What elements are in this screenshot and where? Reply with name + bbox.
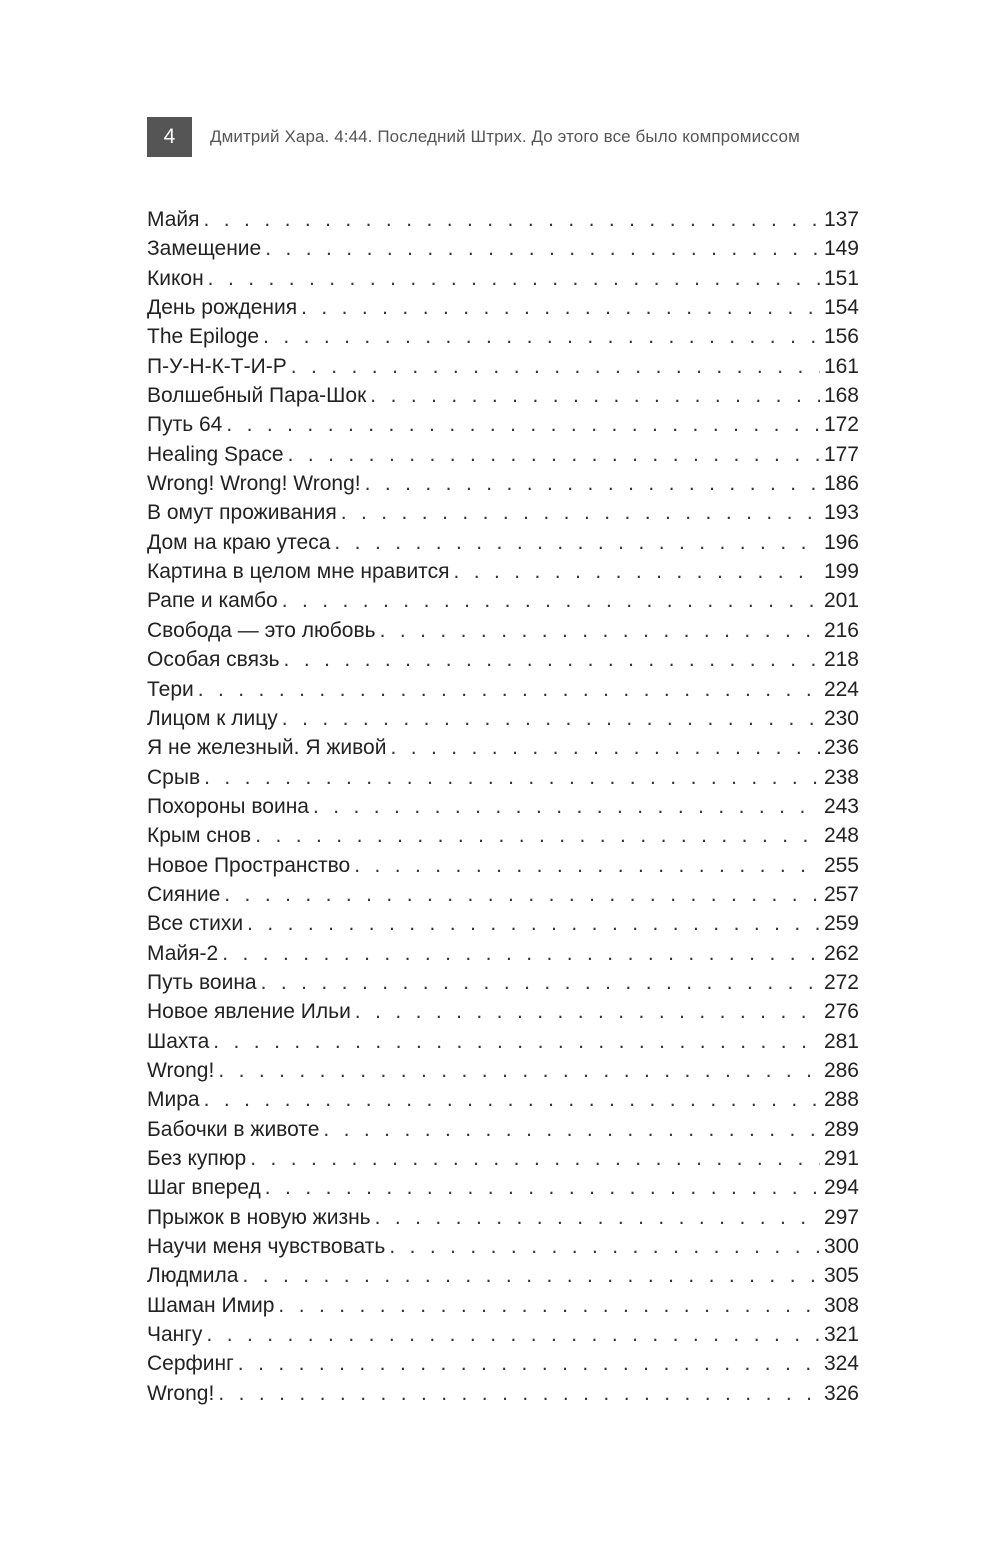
dot-leader xyxy=(278,1291,820,1320)
toc-entry-page: 186 xyxy=(823,472,859,496)
toc-entry[interactable] xyxy=(147,616,859,645)
toc-entry-page: 257 xyxy=(823,882,859,906)
toc-entry-page: 324 xyxy=(823,1352,859,1376)
toc-entry-title: Я не железный. Я живой xyxy=(147,736,387,760)
toc-entry-title: Особая связь xyxy=(147,648,280,672)
toc-entry[interactable] xyxy=(147,1349,859,1378)
toc-entry[interactable] xyxy=(147,1291,859,1320)
toc-entry-title: Крым снов xyxy=(147,824,252,848)
dot-leader xyxy=(224,880,820,909)
toc-entry-page: 156 xyxy=(823,325,859,349)
toc-entry-page: 154 xyxy=(823,296,859,320)
dot-leader xyxy=(261,968,820,997)
toc-entry-page: 321 xyxy=(823,1323,859,1347)
dot-leader xyxy=(288,440,820,469)
toc-entry[interactable] xyxy=(147,293,859,322)
toc-entry-title: Научи меня чувствовать xyxy=(147,1235,386,1259)
toc-entry[interactable] xyxy=(147,586,859,615)
toc-entry[interactable] xyxy=(147,821,859,850)
toc-entry[interactable] xyxy=(147,1027,859,1056)
toc-entry-title: The Epiloge xyxy=(147,325,260,349)
toc-entry-page: 272 xyxy=(823,970,859,994)
toc-entry-title: Wrong! xyxy=(147,1058,215,1082)
toc-entry-title: Сияние xyxy=(147,882,221,906)
toc-entry-page: 218 xyxy=(823,648,859,672)
toc-entry[interactable] xyxy=(147,792,859,821)
toc-entry-page: 168 xyxy=(823,384,859,408)
toc-entry[interactable] xyxy=(147,352,859,381)
toc-entry-title: Свобода — это любовь xyxy=(147,618,376,642)
toc-entry[interactable] xyxy=(147,322,859,351)
toc-entry[interactable] xyxy=(147,851,859,880)
toc-entry[interactable] xyxy=(147,1056,859,1085)
toc-entry-title: Путь воина xyxy=(147,970,257,994)
toc-entry-page: 149 xyxy=(823,237,859,261)
toc-entry-title: Прыжок в новую жизнь xyxy=(147,1205,371,1229)
toc-entry[interactable] xyxy=(147,939,859,968)
toc-entry[interactable] xyxy=(147,1232,859,1261)
dot-leader xyxy=(282,586,820,615)
toc-entry[interactable] xyxy=(147,1379,859,1408)
dot-leader xyxy=(247,909,820,938)
toc-entry-title: Лицом к лицу xyxy=(147,706,278,730)
toc-entry-page: 297 xyxy=(823,1205,859,1229)
toc-entry-title: Healing Space xyxy=(147,442,284,466)
toc-entry-page: 243 xyxy=(823,794,859,818)
running-head: Дмитрий Хара. 4:44. Последний Штрих. До этого все было компромиссом xyxy=(210,127,800,146)
toc-entry-title: Похороны воина xyxy=(147,794,309,818)
toc-entry[interactable] xyxy=(147,1173,859,1202)
toc-entry[interactable] xyxy=(147,880,859,909)
dot-leader xyxy=(354,851,820,880)
toc-entry-page: 255 xyxy=(823,853,859,877)
toc-entry-page: 281 xyxy=(823,1029,859,1053)
dot-leader xyxy=(255,821,820,850)
dot-leader xyxy=(206,1320,820,1349)
toc-entry-title: Новое явление Ильи xyxy=(147,1000,351,1024)
toc-entry-page: 308 xyxy=(823,1293,859,1317)
dot-leader xyxy=(313,792,820,821)
toc-entry-page: 300 xyxy=(823,1235,859,1259)
dot-leader xyxy=(208,264,820,293)
toc-entry-page: 193 xyxy=(823,501,859,525)
toc-entry-title: Волшебный Пара-Шок xyxy=(147,384,367,408)
toc-entry[interactable] xyxy=(147,528,859,557)
toc-entry-page: 151 xyxy=(823,266,859,290)
toc-entry[interactable] xyxy=(147,909,859,938)
toc-entry-page: 326 xyxy=(823,1381,859,1405)
dot-leader xyxy=(204,763,820,792)
toc-entry[interactable] xyxy=(147,381,859,410)
toc-entry-title: Дом на краю утеса xyxy=(147,530,331,554)
dot-leader xyxy=(242,1261,820,1290)
page-header xyxy=(147,117,800,157)
toc-entry-page: 262 xyxy=(823,941,859,965)
toc-entry-title: Мира xyxy=(147,1088,200,1112)
toc-entry[interactable] xyxy=(147,763,859,792)
toc-entry[interactable] xyxy=(147,440,859,469)
toc-entry-title: Бабочки в животе xyxy=(147,1117,320,1141)
toc-entry-title: Путь 64 xyxy=(147,413,223,437)
dot-leader xyxy=(282,704,820,733)
toc-entry[interactable] xyxy=(147,264,859,293)
toc-entry-page: 199 xyxy=(823,560,859,584)
dot-leader xyxy=(213,1027,820,1056)
dot-leader xyxy=(226,410,820,439)
toc-entry-title: Серфинг xyxy=(147,1352,234,1376)
dot-leader xyxy=(265,1173,820,1202)
toc-entry[interactable] xyxy=(147,1085,859,1114)
dot-leader xyxy=(341,498,820,527)
toc-entry-title: Все стихи xyxy=(147,912,244,936)
dot-leader xyxy=(380,616,820,645)
toc-entry-page: 161 xyxy=(823,354,859,378)
toc-entry-page: 294 xyxy=(823,1176,859,1200)
toc-entry[interactable] xyxy=(147,410,859,439)
toc-entry-title: Кикон xyxy=(147,266,204,290)
toc-entry-page: 224 xyxy=(823,677,859,701)
toc-entry-title: Тери xyxy=(147,677,194,701)
toc-entry-title: Новое Пространство xyxy=(147,853,351,877)
toc-entry-page: 248 xyxy=(823,824,859,848)
toc-entry-title: Срыв xyxy=(147,765,201,789)
toc-entry-title: Шаман Имир xyxy=(147,1293,275,1317)
dot-leader xyxy=(301,293,820,322)
dot-leader xyxy=(265,234,820,263)
toc-entry[interactable] xyxy=(147,1320,859,1349)
toc-entry-page: 291 xyxy=(823,1147,859,1170)
dot-leader xyxy=(222,939,820,968)
dot-leader xyxy=(250,1144,820,1173)
toc-entry[interactable] xyxy=(147,645,859,674)
toc-entry-page: 238 xyxy=(823,765,859,789)
toc-entry-page: 196 xyxy=(823,530,859,554)
toc-entry[interactable] xyxy=(147,1115,859,1144)
dot-leader xyxy=(365,469,820,498)
dot-leader xyxy=(263,322,820,351)
toc-entry[interactable] xyxy=(147,968,859,997)
toc-entry-title: Замещение xyxy=(147,237,262,261)
toc-entry[interactable] xyxy=(147,205,859,234)
toc-entry-title: В омут проживания xyxy=(147,501,337,525)
toc-entry[interactable] xyxy=(147,704,859,733)
toc-entry[interactable] xyxy=(147,675,859,704)
toc-entry-page: 230 xyxy=(823,706,859,730)
toc-entry-title: Людмила xyxy=(147,1264,239,1288)
toc-entry-page: 172 xyxy=(823,413,859,437)
dot-leader xyxy=(390,733,820,762)
dot-leader xyxy=(355,997,820,1026)
dot-leader xyxy=(218,1056,820,1085)
toc-entry-title: Wrong! Wrong! Wrong! xyxy=(147,472,361,496)
toc-entry-title: Майя xyxy=(147,208,200,231)
toc-entry-title: Майя-2 xyxy=(147,941,219,965)
toc-entry-title: П-У-Н-К-Т-И-Р xyxy=(147,354,287,378)
toc-entry-page: 259 xyxy=(823,912,859,936)
table-of-contents xyxy=(147,205,859,1408)
dot-leader xyxy=(323,1115,820,1144)
toc-entry[interactable] xyxy=(147,498,859,527)
toc-entry-page: 236 xyxy=(823,736,859,760)
toc-entry[interactable] xyxy=(147,1261,859,1290)
toc-entry-page: 201 xyxy=(823,589,859,613)
toc-entry-page: 289 xyxy=(823,1117,859,1141)
dot-leader xyxy=(453,557,820,586)
toc-entry[interactable] xyxy=(147,1203,859,1232)
toc-entry[interactable] xyxy=(147,1144,859,1173)
toc-entry-title: Чангу xyxy=(147,1323,203,1347)
toc-entry-title: Шахта xyxy=(147,1029,210,1053)
dot-leader xyxy=(389,1232,820,1261)
toc-entry[interactable] xyxy=(147,234,859,263)
toc-entry[interactable] xyxy=(147,733,859,762)
toc-entry-title: Wrong! xyxy=(147,1381,215,1405)
toc-entry-page: 305 xyxy=(823,1264,859,1288)
toc-entry-title: Шаг вперед xyxy=(147,1176,261,1200)
toc-entry-title: Картина в целом мне нравится xyxy=(147,560,450,584)
toc-entry[interactable] xyxy=(147,469,859,498)
toc-entry-page: 177 xyxy=(823,442,859,466)
toc-entry-page: 286 xyxy=(823,1058,859,1082)
dot-leader xyxy=(375,1203,820,1232)
toc-entry-title: Рапе и камбо xyxy=(147,589,278,613)
dot-leader xyxy=(204,205,820,234)
dot-leader xyxy=(291,352,820,381)
toc-entry-page: 276 xyxy=(823,1000,859,1024)
dot-leader xyxy=(204,1085,820,1114)
toc-entry-title: Без купюр xyxy=(147,1147,247,1170)
dot-leader xyxy=(370,381,820,410)
toc-entry-page: 288 xyxy=(823,1088,859,1112)
dot-leader xyxy=(284,645,820,674)
dot-leader xyxy=(334,528,820,557)
dot-leader xyxy=(218,1379,820,1408)
toc-entry[interactable] xyxy=(147,557,859,586)
toc-entry-page: 137 xyxy=(823,208,859,231)
toc-entry-page: 216 xyxy=(823,618,859,642)
toc-entry-title: День рождения xyxy=(147,296,298,320)
toc-entry[interactable] xyxy=(147,997,859,1026)
page-number: 4 xyxy=(147,117,192,157)
dot-leader xyxy=(198,675,820,704)
dot-leader xyxy=(238,1349,820,1378)
